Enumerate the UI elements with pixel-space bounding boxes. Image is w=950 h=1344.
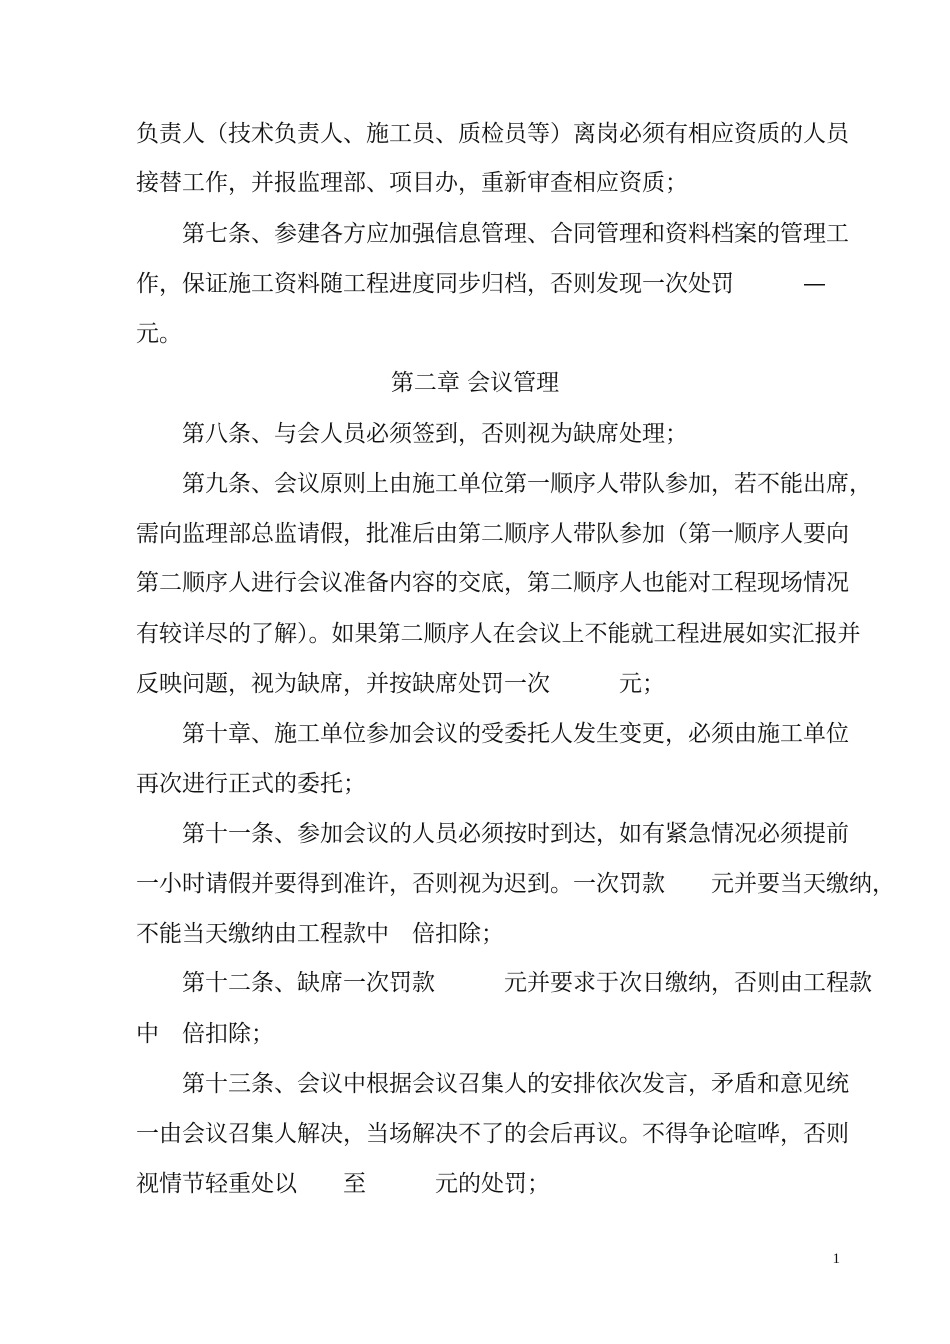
- chapter-heading: 第二章 会议管理: [390, 370, 560, 396]
- text-line: 需向监理部总监请假，批准后由第二顺序人带队参加（第一顺序人要向: [136, 521, 849, 547]
- text-line: 接替工作，并报监理部、项目办，重新审查相应资质；: [136, 170, 688, 196]
- text-line: 作，保证施工资料随工程进度同步归档，否则发现一次处罚 —: [136, 271, 826, 297]
- text-line: 中 倍扣除；: [136, 1021, 274, 1047]
- text-line: 第九条、会议原则上由施工单位第一顺序人带队参加，若不能出席，: [182, 471, 872, 497]
- text-line: 反映问题，视为缺席，并按缺席处罚一次 元；: [136, 671, 665, 697]
- text-line: 一由会议召集人解决，当场解决不了的会后再议。不得争论喧哗，否则: [136, 1121, 849, 1147]
- text-line: 再次进行正式的委托；: [136, 771, 366, 797]
- text-line: 有较详尽的了解）。如果第二顺序人在会议上不能就工程进展如实汇报并: [136, 621, 861, 647]
- text-line: 第十二条、缺席一次罚款 元并要求于次日缴纳，否则由工程款: [182, 970, 872, 996]
- text-line: 第十三条、会议中根据会议召集人的安排依次发言，矛盾和意见统: [182, 1071, 849, 1097]
- text-line: 视情节轻重处以 至 元的处罚；: [136, 1171, 550, 1197]
- page-number: 1: [832, 1251, 840, 1267]
- text-line: 第七条、参建各方应加强信息管理、合同管理和资料档案的管理工: [182, 221, 849, 247]
- text-line: 第八条、与会人员必须签到，否则视为缺席处理；: [182, 421, 688, 447]
- text-line: 一小时请假并要得到准许，否则视为迟到。一次罚款 元并要当天缴纳，: [136, 871, 895, 897]
- text-line: 第二顺序人进行会议准备内容的交底，第二顺序人也能对工程现场情况: [136, 570, 849, 596]
- text-line: 负责人（技术负责人、施工员、质检员等）离岗必须有相应资质的人员: [136, 121, 849, 147]
- text-line: 第十一条、参加会议的人员必须按时到达，如有紧急情况必须提前: [182, 821, 849, 847]
- text-line: 第十章、施工单位参加会议的受委托人发生变更，必须由施工单位: [182, 721, 849, 747]
- text-line: 元。: [136, 321, 182, 347]
- text-line: 不能当天缴纳由工程款中 倍扣除；: [136, 921, 504, 947]
